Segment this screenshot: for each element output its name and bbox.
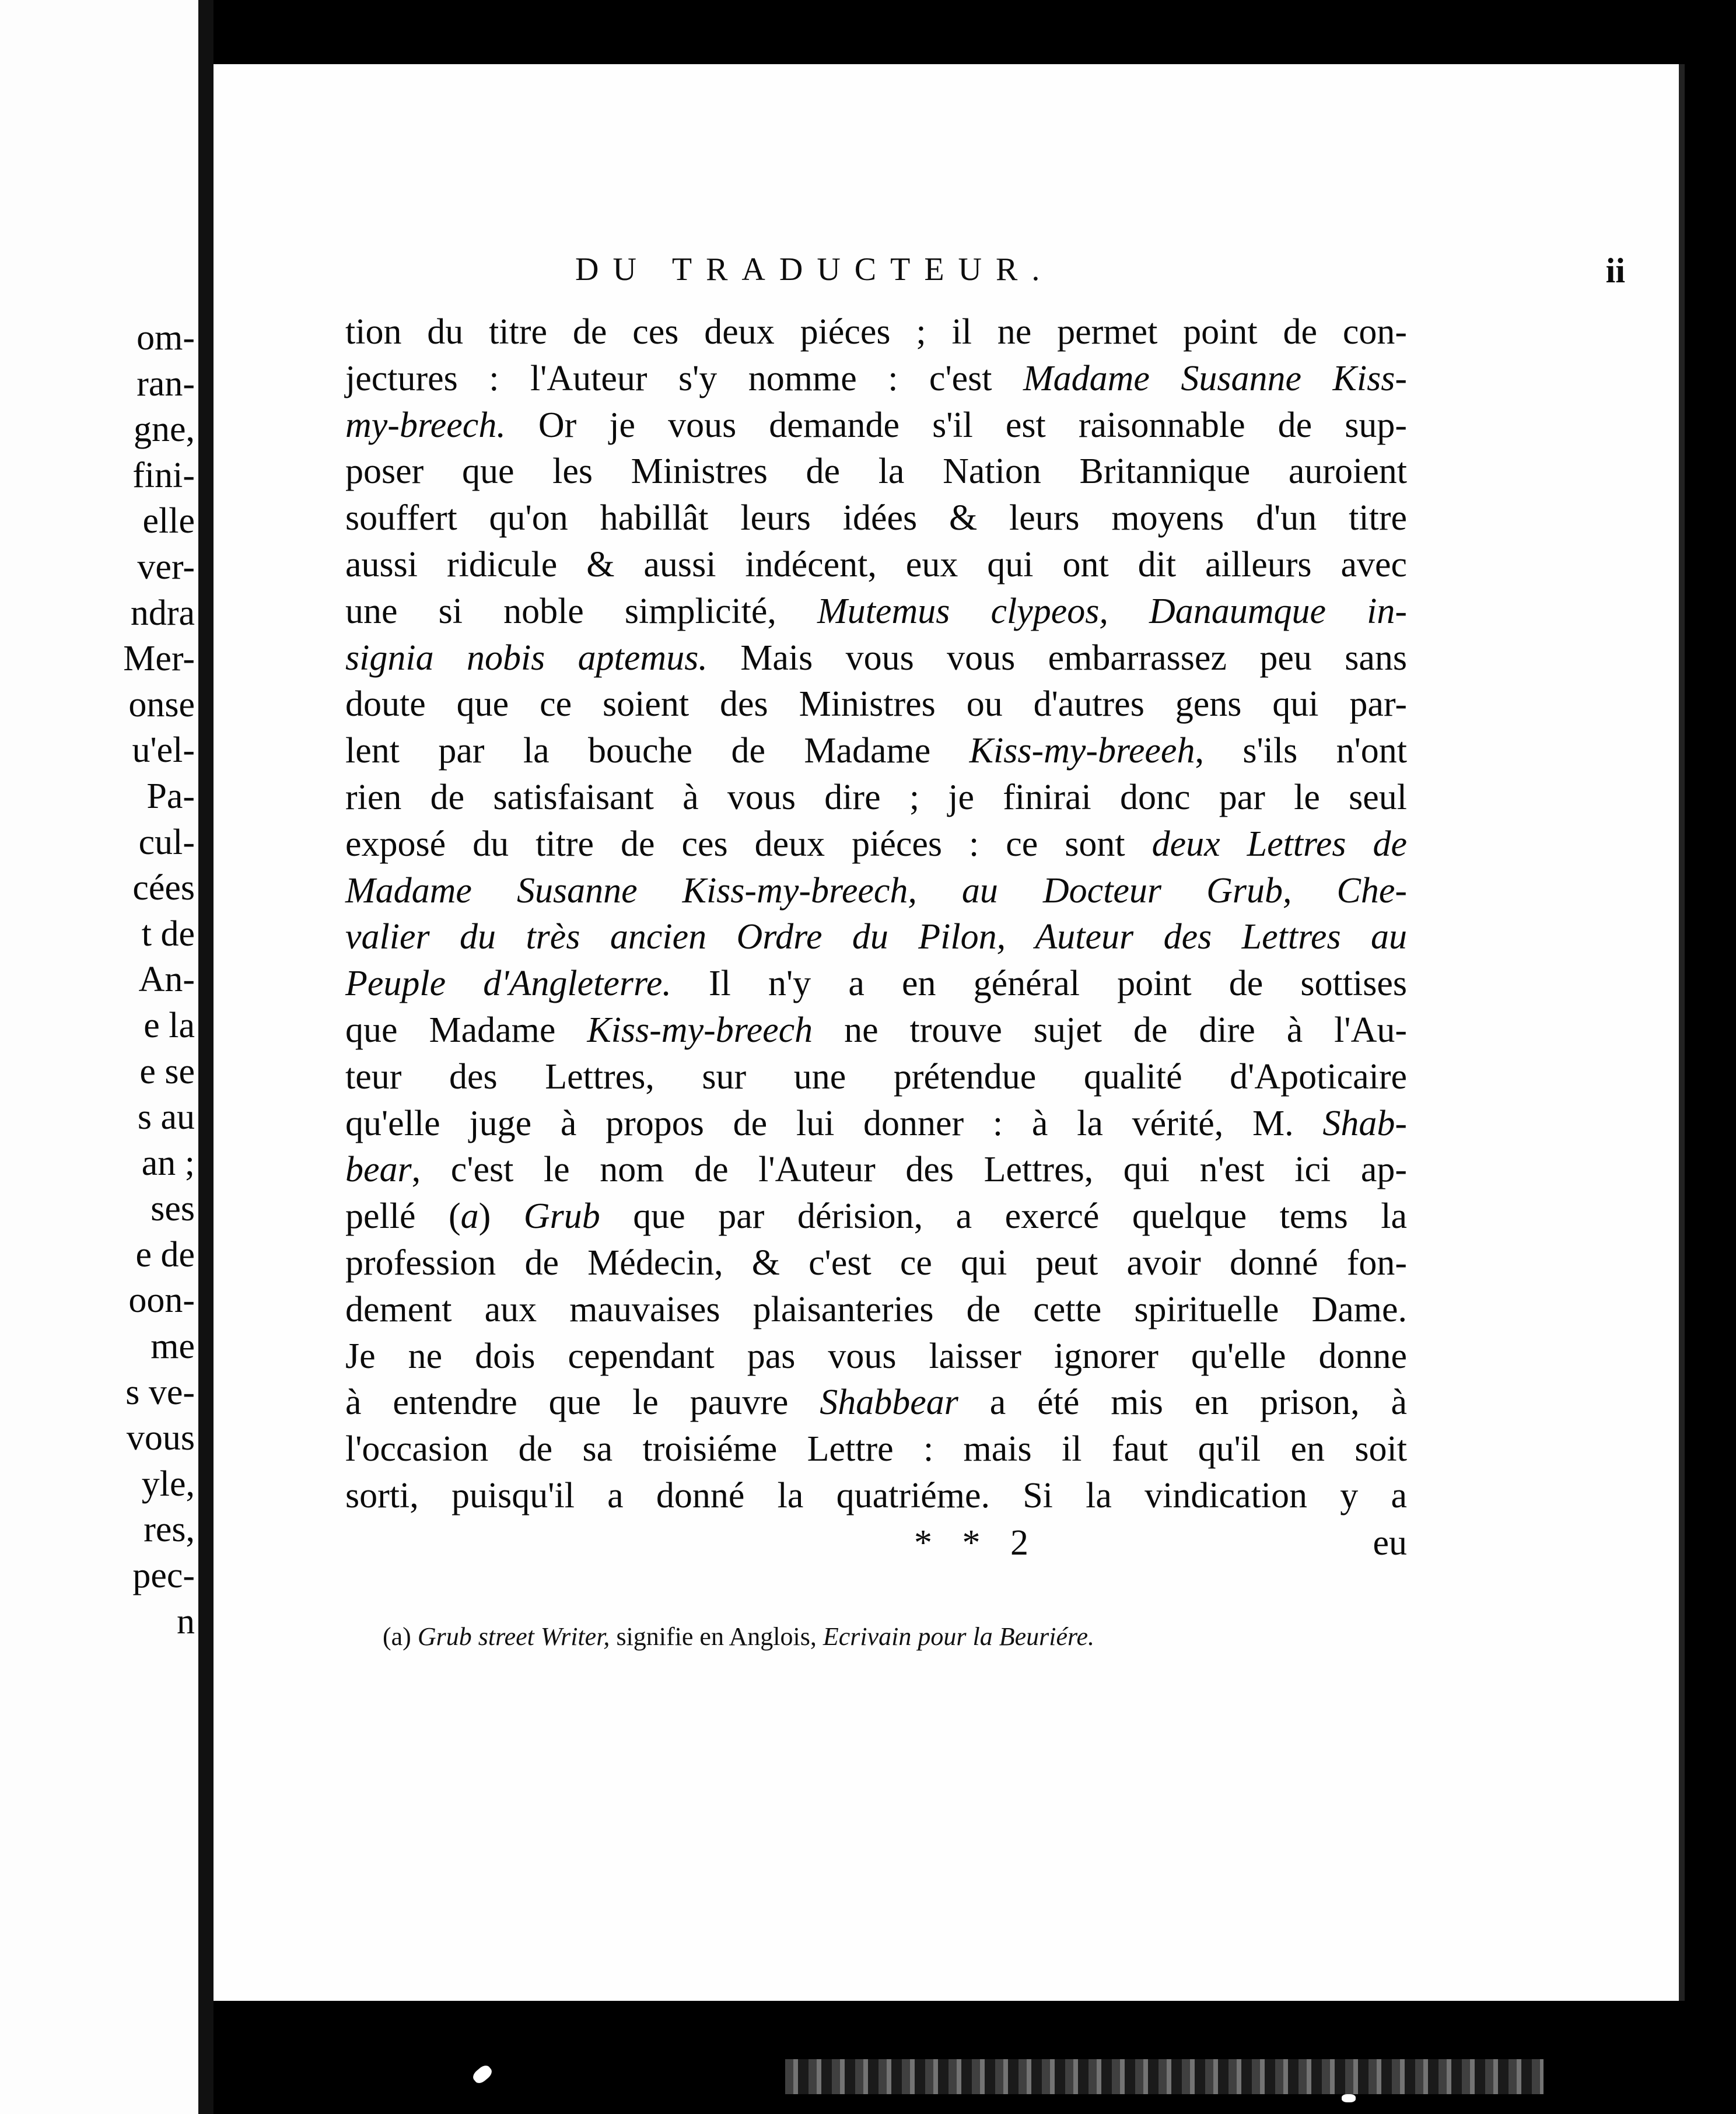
- italic-run: Madame Susanne Kiss-: [1023, 358, 1407, 398]
- body-line: [345, 821, 1407, 868]
- body-line: [345, 449, 1407, 495]
- italic-run: my-breech.: [345, 405, 506, 445]
- previous-page-line: vous: [126, 1418, 195, 1458]
- previous-page-line: An-: [138, 960, 195, 1000]
- previous-page-line: s ve-: [125, 1372, 195, 1412]
- text-run: Il n'y a en général point de sottises: [671, 964, 1408, 1004]
- body-line: [345, 1473, 1407, 1520]
- italic-run: bear: [345, 1150, 412, 1190]
- text-run: ne trouve sujet de dire à l'Au-: [813, 1010, 1407, 1050]
- previous-page-line: yle,: [141, 1464, 195, 1504]
- italic-run: deux Lettres de: [1152, 824, 1408, 864]
- text-run: teur des Lettres, sur une prétendue qualité d'Apoticaire: [345, 1056, 1407, 1097]
- signature-mark: * * 2: [914, 1523, 1039, 1563]
- body-text: [345, 309, 1407, 1520]
- italic-run: Mutemus clypeos, Danaumque in-: [817, 591, 1407, 631]
- previous-page-line: res,: [144, 1510, 195, 1550]
- text-run: dement aux mauvaises plaisanteries de cette spirituelle Dame.: [345, 1289, 1407, 1329]
- previous-page-line: gne,: [133, 410, 195, 450]
- previous-page-line: cées: [132, 868, 195, 908]
- text-run: une si noble simplicité,: [345, 591, 818, 631]
- previous-page-line: cul-: [138, 822, 195, 862]
- italic-run: Kiss-my-breeeh: [969, 731, 1195, 771]
- previous-page-line: elle: [142, 501, 195, 541]
- text-run: sorti, puisqu'il a donné la quatriéme. Si la vindication y a: [345, 1475, 1407, 1516]
- text-run: , c'est le nom de l'Auteur des Lettres, qui n'est ici ap-: [411, 1150, 1407, 1190]
- scan-speck: [471, 2063, 494, 2086]
- italic-run: signia nobis aptemus.: [345, 638, 708, 678]
- body-line: [345, 728, 1407, 775]
- body-line: [345, 1287, 1407, 1334]
- body-line: [345, 681, 1407, 728]
- text-run: jectures : l'Auteur s'y nomme : c'est: [345, 358, 1023, 398]
- footnote: [383, 1622, 1433, 1651]
- book-page: [214, 64, 1685, 2001]
- catchword: eu: [1373, 1523, 1407, 1563]
- body-line: [345, 309, 1407, 356]
- body-line: [345, 1054, 1407, 1101]
- text-run: profession de Médecin, & c'est ce qui peut avoir donné fon-: [345, 1242, 1407, 1283]
- previous-page-line: e la: [144, 1005, 195, 1045]
- footnote-middle: signifie en Anglois,: [616, 1622, 817, 1651]
- previous-page-line: an ;: [141, 1143, 195, 1183]
- body-line: [345, 542, 1407, 589]
- text-run: Mais vous vous embarrassez peu sans: [707, 638, 1407, 678]
- italic-run: Kiss-my-breech: [587, 1010, 813, 1050]
- previous-page-fragment: [0, 0, 198, 2114]
- italic-run: Shabbear: [820, 1382, 958, 1423]
- previous-page-line: me: [150, 1326, 195, 1367]
- previous-page-line: ran-: [136, 363, 195, 404]
- body-line: [345, 1380, 1407, 1426]
- text-run: exposé du titre de ces deux piéces : ce sont: [345, 824, 1152, 864]
- previous-page-line: om-: [136, 318, 195, 358]
- body-line: [345, 775, 1407, 821]
- page-header: [575, 251, 1625, 303]
- body-line: [345, 402, 1407, 449]
- previous-page-line: Pa-: [146, 776, 195, 816]
- text-run: Je ne dois cependant pas vous laisser ignorer qu'elle donne: [345, 1336, 1407, 1376]
- footnote-mark: (a): [383, 1622, 411, 1651]
- body-line: [345, 868, 1407, 915]
- previous-page-line: oon-: [128, 1280, 195, 1321]
- previous-page-line: e de: [135, 1234, 195, 1275]
- previous-page-line: s au: [137, 1097, 195, 1138]
- page-number: ii: [1605, 251, 1625, 290]
- body-line: [345, 914, 1407, 961]
- page-bottom-damage: [785, 2059, 1544, 2094]
- previous-page-line: onse: [128, 684, 195, 724]
- previous-page-line: pec-: [132, 1556, 195, 1596]
- body-line: [345, 961, 1407, 1007]
- body-line: [345, 1007, 1407, 1054]
- body-line: [345, 1147, 1407, 1194]
- previous-page-line: fini-: [132, 455, 195, 495]
- text-run: rien de satisfaisant à vous dire ; je finirai donc par le seul: [345, 777, 1407, 817]
- previous-page-line: Mer-: [123, 639, 195, 679]
- text-run: tion du titre de ces deux piéces ; il ne permet point de con-: [345, 312, 1407, 352]
- text-run: que par dérision, a exercé quelque tems la: [600, 1196, 1407, 1237]
- text-run: souffert qu'on habillât leurs idées & leurs moyens d'un titre: [345, 498, 1407, 538]
- previous-page-line: ndra: [130, 593, 195, 633]
- previous-page-text: [123, 315, 195, 1644]
- body-line: [345, 1240, 1407, 1287]
- italic-run: a: [460, 1196, 479, 1237]
- text-run: aussi ridicule & aussi indécent, eux qui ont dit ailleurs avec: [345, 544, 1407, 584]
- italic-run: Madame Susanne Kiss-my-breech, au Docteur Grub, Che-: [345, 870, 1407, 911]
- italic-run: valier du très ancien Ordre du Pilon, Auteur des Lettres au: [345, 917, 1407, 957]
- text-run: pellé (: [345, 1196, 461, 1237]
- text-run: que Madame: [345, 1010, 587, 1050]
- body-line: [345, 1101, 1407, 1147]
- footnote-french: Ecrivain pour la Beuriére.: [822, 1622, 1095, 1651]
- text-run: l'occasion de sa troisiéme Lettre : mais il faut qu'il en soit: [345, 1429, 1407, 1469]
- previous-page-line: n: [177, 1601, 195, 1642]
- footnote-english: Grub street Writer,: [417, 1622, 610, 1651]
- previous-page-line: ver-: [137, 547, 195, 587]
- body-line: [345, 1194, 1407, 1240]
- body-line: [345, 356, 1407, 402]
- text-run: Or je vous demande s'il est raisonnable de sup-: [505, 405, 1407, 445]
- body-line: [345, 1426, 1407, 1473]
- running-head: DU TRADUCTEUR.: [575, 251, 1054, 288]
- previous-page-line: u'el-: [132, 730, 195, 771]
- text-run: lent par la bouche de Madame: [345, 731, 970, 771]
- text-run: doute que ce soient des Ministres ou d'autres gens qui par-: [345, 684, 1407, 724]
- previous-page-line: t de: [141, 914, 195, 954]
- previous-page-line: ses: [150, 1189, 195, 1229]
- previous-page-line: e se: [139, 1051, 195, 1091]
- scan-speck: [1342, 2094, 1356, 2102]
- text-run: ): [478, 1196, 524, 1237]
- catchline: [345, 1522, 1407, 1569]
- italic-run: Peuple d'Angleterre.: [345, 964, 671, 1004]
- body-line: [345, 1334, 1407, 1380]
- italic-run: Shab-: [1322, 1103, 1407, 1143]
- text-run: à entendre que le pauvre: [345, 1382, 820, 1423]
- text-run: poser que les Ministres de la Nation Britannique auroient: [345, 452, 1407, 492]
- text-run: , s'ils n'ont: [1195, 731, 1407, 771]
- italic-run: Grub: [523, 1196, 600, 1237]
- book-gutter: [198, 0, 214, 2114]
- body-line: [345, 495, 1407, 542]
- text-run: a été mis en prison, à: [958, 1382, 1407, 1423]
- body-line: [345, 635, 1407, 682]
- body-line: [345, 589, 1407, 635]
- text-run: qu'elle juge à propos de lui donner : à la vérité, M.: [345, 1103, 1323, 1143]
